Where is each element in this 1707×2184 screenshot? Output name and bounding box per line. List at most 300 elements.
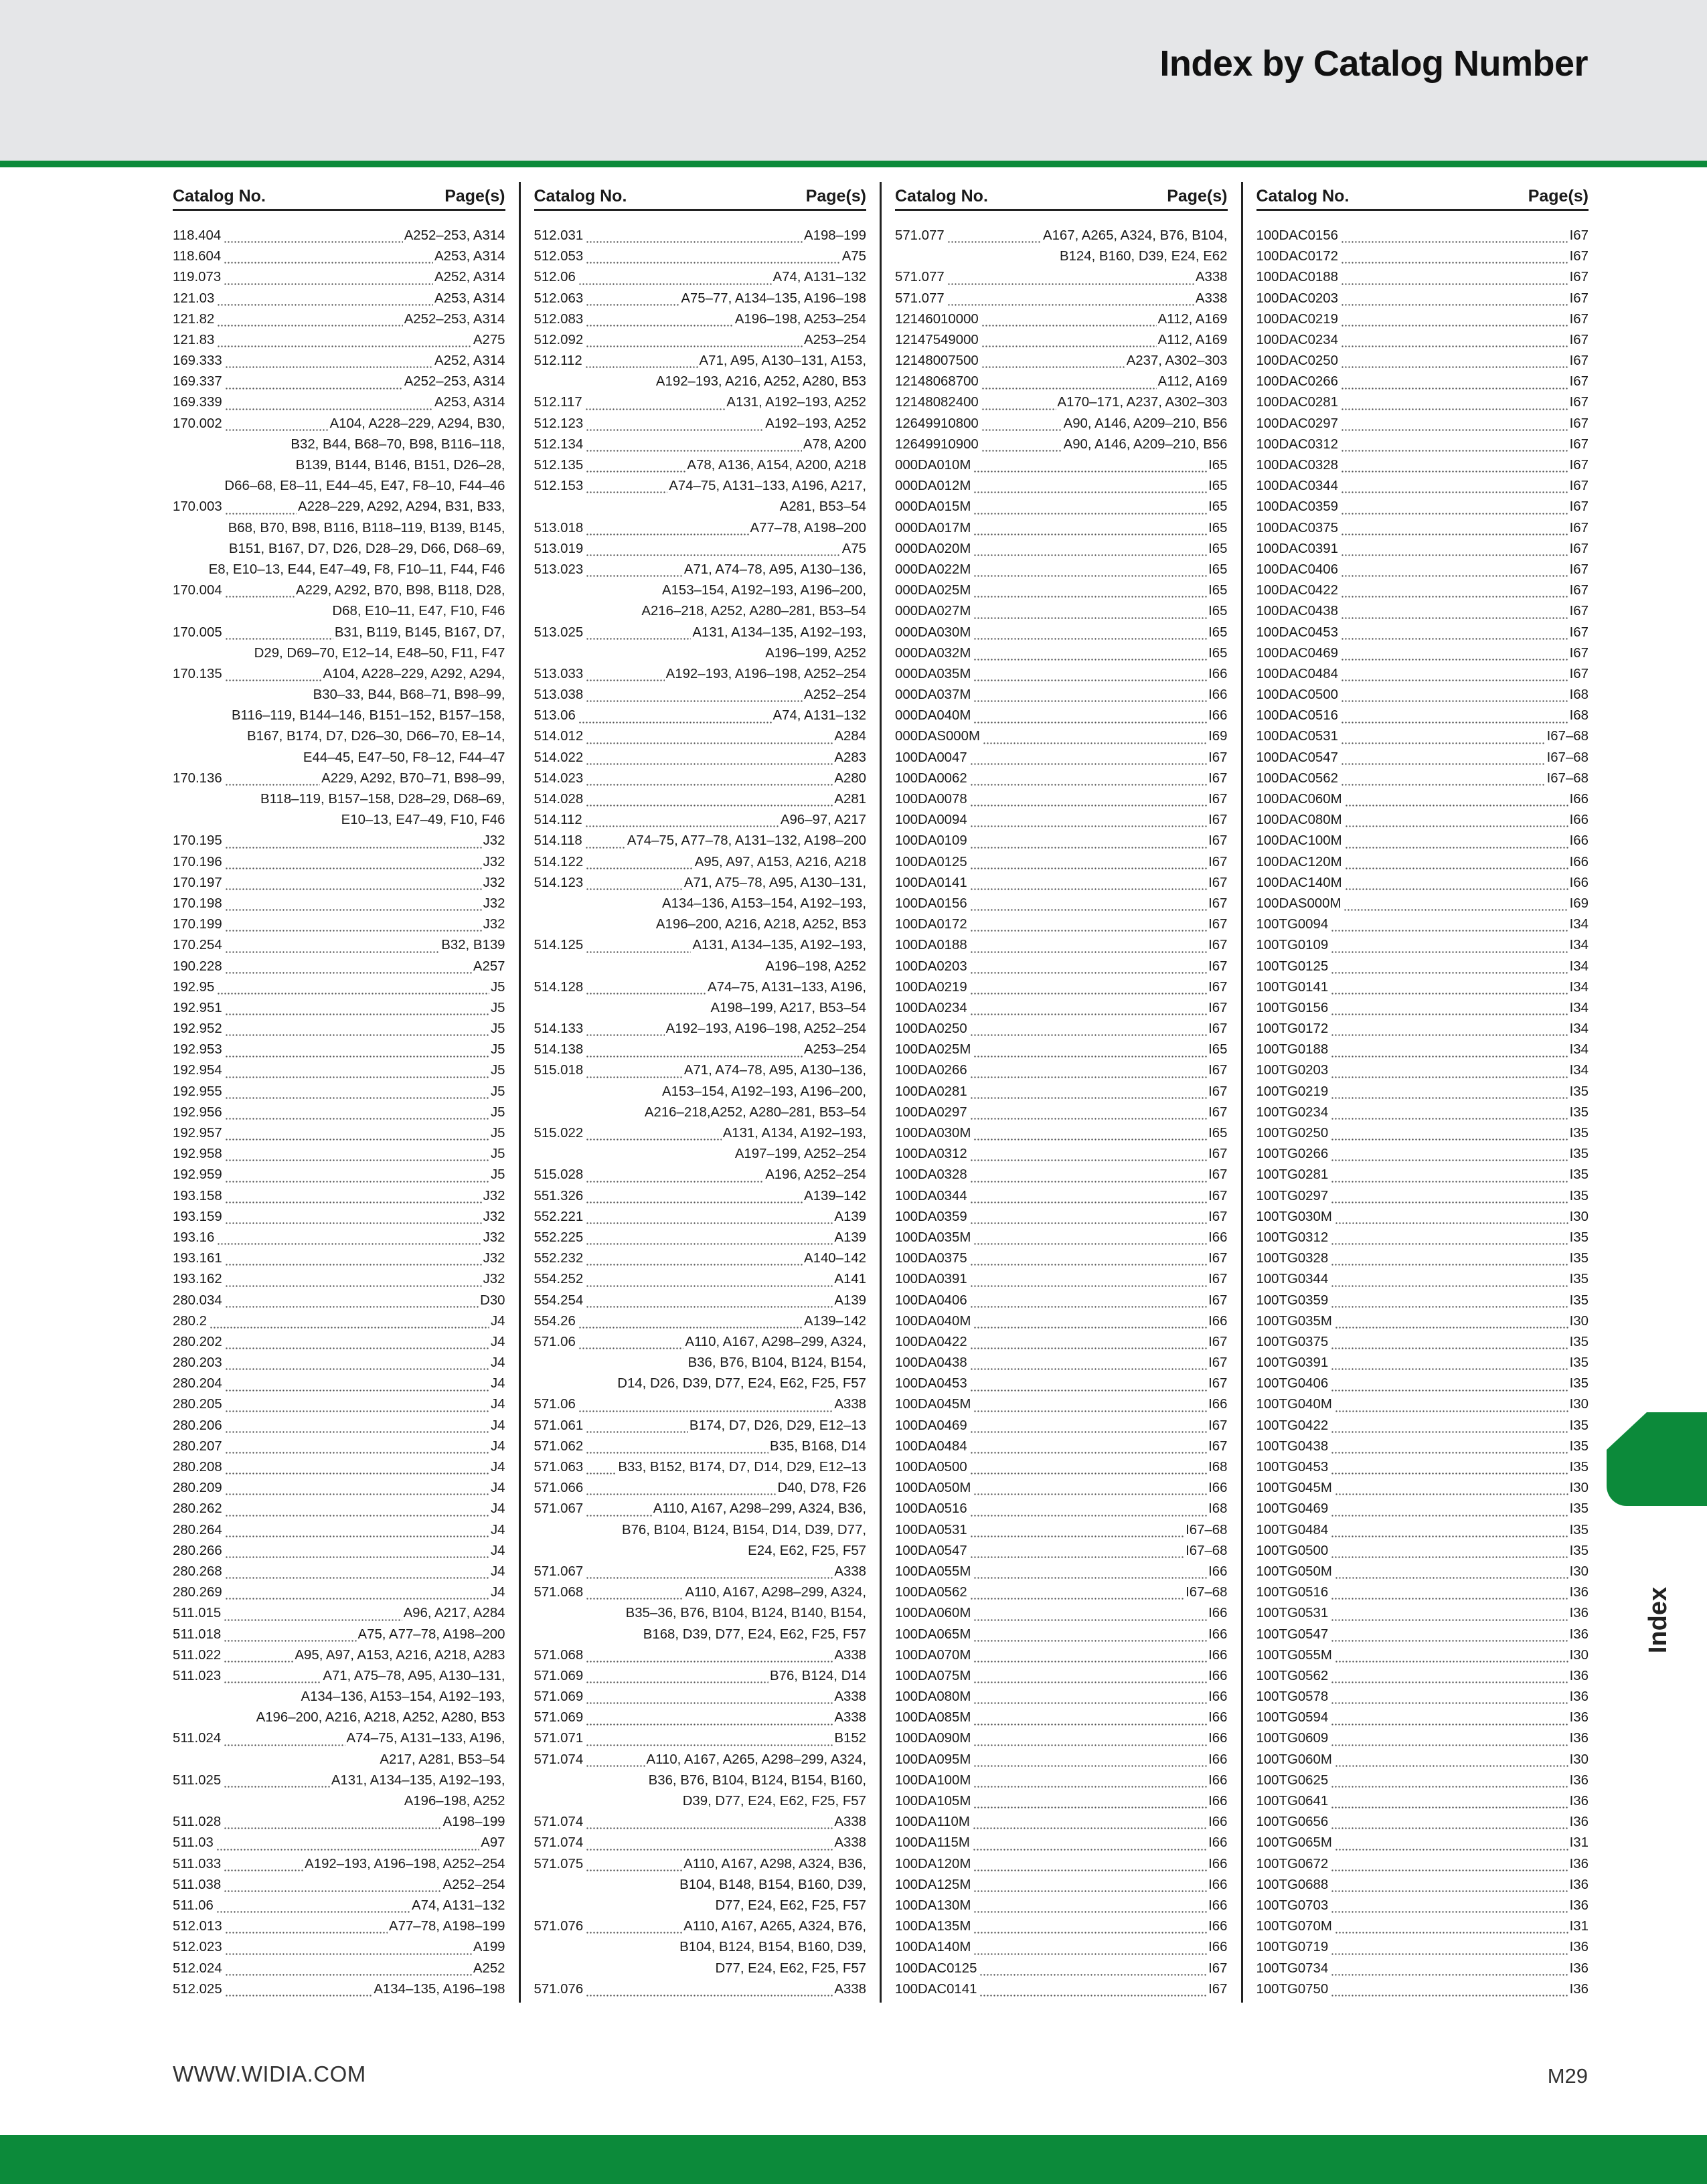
index-row [1256, 434, 1589, 455]
catalog-number: 170.002 [173, 416, 222, 431]
index-row-continuation [173, 560, 505, 580]
index-row [534, 1833, 867, 1853]
page-references: I67 [1569, 311, 1589, 327]
page-references: I67 [1208, 1960, 1228, 1976]
dot-leader [225, 580, 295, 601]
index-row-continuation [534, 580, 867, 601]
page-references: A283 [834, 750, 866, 765]
page-references: I67 [1569, 499, 1589, 515]
index-row [1256, 1395, 1589, 1416]
page-references: I35 [1569, 1230, 1589, 1245]
index-column-2 [521, 179, 880, 2013]
catalog-number: 100DAC0500 [1256, 687, 1338, 703]
page-references: J4 [490, 1334, 505, 1349]
catalog-number: 100DAC0547 [1256, 750, 1338, 765]
page-references: J32 [483, 833, 505, 849]
index-row [1256, 1332, 1589, 1353]
page-references: I65 [1208, 520, 1228, 535]
page-references: J5 [490, 1104, 505, 1120]
dot-leader [1331, 998, 1568, 1019]
catalog-number: 100DAC100M [1256, 833, 1342, 849]
index-row [895, 1436, 1228, 1457]
page-references: J5 [490, 1084, 505, 1099]
index-row [173, 956, 505, 977]
page-references: I35 [1569, 1272, 1589, 1287]
index-row [1256, 727, 1589, 748]
dot-leader [585, 393, 726, 414]
catalog-number: 170.136 [173, 770, 222, 786]
dot-leader [1331, 1791, 1568, 1812]
dot-leader [586, 873, 683, 894]
index-row [173, 267, 505, 288]
index-row [1256, 977, 1589, 998]
dot-leader [586, 1061, 683, 1082]
dot-leader [1331, 1958, 1568, 1979]
catalog-number: 100DA0266 [895, 1063, 967, 1078]
index-row-continuation [173, 601, 505, 622]
catalog-number: 552.232 [534, 1251, 584, 1266]
dot-leader [586, 539, 841, 560]
index-row [534, 560, 867, 580]
page-references: A139–142 [804, 1313, 866, 1329]
page-references: I67 [1569, 604, 1589, 619]
pages-heading: Page(s) [1167, 187, 1228, 205]
index-row [1256, 935, 1589, 956]
catalog-number: 514.118 [534, 833, 582, 849]
page-references: A196–198, A252 [765, 958, 866, 974]
index-row [1256, 1833, 1589, 1853]
index-tab[interactable] [1607, 1412, 1707, 1506]
catalog-number: 100DAC0391 [1256, 541, 1338, 556]
index-row [173, 1207, 505, 1228]
dot-leader [1335, 1833, 1568, 1854]
index-row-continuation [534, 1791, 867, 1812]
catalog-number: 571.063 [534, 1460, 584, 1475]
page-references: A71, A75–78, A95, A130–131, [323, 1668, 505, 1683]
dot-leader [586, 1416, 688, 1436]
index-row [534, 455, 867, 476]
dot-leader [225, 372, 403, 393]
dot-leader [586, 1290, 833, 1311]
catalog-number: 515.018 [534, 1063, 584, 1078]
page-references: I30 [1569, 1752, 1589, 1767]
dot-leader [973, 622, 1207, 643]
page-references: I68 [1569, 687, 1589, 703]
dot-leader [225, 1979, 373, 2000]
dot-leader [586, 852, 694, 873]
catalog-number: 100DA0484 [895, 1438, 967, 1454]
dot-leader [585, 831, 626, 852]
page-references: I67 [1569, 270, 1589, 285]
catalog-number: 100DAC060M [1256, 792, 1342, 807]
index-row [1256, 580, 1589, 601]
page-references: J32 [483, 917, 505, 932]
index-row-continuation [534, 956, 867, 977]
dot-leader [1341, 706, 1568, 727]
dot-leader [1331, 1624, 1568, 1645]
page-references: A252–253, A314 [404, 228, 505, 243]
index-row [1256, 309, 1589, 330]
page-references: A170–171, A237, A302–303 [1057, 395, 1228, 410]
dot-leader [586, 414, 764, 434]
page-references: I67 [1208, 770, 1228, 786]
page-references: A90, A146, A209–210, B56 [1063, 436, 1228, 452]
page-references: A192–193, A196–198, A252–254 [665, 1021, 866, 1037]
dot-leader [947, 226, 1042, 246]
index-row [1256, 1582, 1589, 1603]
index-row [895, 1416, 1228, 1436]
index-row [895, 1123, 1228, 1144]
page-references: A75 [841, 541, 866, 556]
dot-leader [586, 560, 683, 580]
index-row [1256, 1457, 1589, 1478]
index-row [173, 1645, 505, 1666]
catalog-number: 571.067 [534, 1501, 584, 1517]
dot-leader [973, 455, 1207, 476]
catalog-number: 100TG035M [1256, 1313, 1332, 1329]
catalog-number: 100DA105M [895, 1794, 971, 1809]
page-references: A153–154, A192–193, A196–200, [661, 583, 866, 598]
page-references: J32 [483, 875, 505, 890]
dot-leader [224, 1729, 345, 1750]
dot-leader [970, 1019, 1207, 1039]
index-row [1256, 393, 1589, 414]
page-references: A252–253, A314 [404, 374, 505, 390]
index-row [1256, 1290, 1589, 1311]
page-references: A78, A136, A154, A200, A218 [687, 458, 866, 473]
dot-leader [1331, 1019, 1568, 1039]
catalog-no-heading: Catalog No. [1256, 187, 1350, 205]
dot-leader [947, 288, 1194, 309]
catalog-number: 100TG0375 [1256, 1334, 1329, 1349]
index-row [895, 1019, 1228, 1039]
index-row-continuation [173, 434, 505, 455]
page-references: A74–75, A131–133, A196, [708, 979, 866, 995]
page-references: A74–75, A131–133, A196, [346, 1731, 505, 1746]
dot-leader [225, 622, 333, 643]
index-row-continuation [534, 1373, 867, 1394]
page-references: I36 [1569, 1794, 1589, 1809]
index-row [1256, 1979, 1589, 2000]
page-references: I66 [1569, 813, 1589, 828]
page-references: A110, A167, A298–299, A324, [685, 1585, 866, 1600]
page-references: A140–142 [804, 1251, 866, 1266]
dot-leader [970, 1374, 1207, 1395]
index-row-continuation [534, 371, 867, 392]
page-references: B104, B124, B154, B160, D39, [679, 1940, 866, 1955]
catalog-number: 100DAC0312 [1256, 436, 1338, 452]
page-references: I66 [1208, 1940, 1228, 1955]
index-row [1256, 1707, 1589, 1728]
index-row [173, 1541, 505, 1562]
index-row [534, 1979, 867, 2000]
index-row [1256, 560, 1589, 580]
page-references: A71, A75–78, A95, A130–131, [683, 875, 866, 890]
catalog-no-heading: Catalog No. [173, 187, 266, 205]
dot-leader [973, 1770, 1207, 1791]
catalog-number: 100DAC0266 [1256, 374, 1338, 390]
catalog-number: 100DAS000M [1256, 896, 1342, 911]
catalog-number: 100DAC0484 [1256, 666, 1338, 681]
dot-leader [1331, 1270, 1568, 1290]
dot-leader [225, 1374, 489, 1395]
index-row [895, 1311, 1228, 1332]
page-references: I67 [1208, 750, 1228, 765]
catalog-number: 513.018 [534, 520, 584, 535]
index-row-continuation [173, 539, 505, 560]
dot-leader [973, 1624, 1207, 1645]
dot-leader [1341, 748, 1546, 768]
page-references: B139, B144, B146, B151, D26–28, [295, 458, 505, 473]
dot-leader [225, 852, 482, 873]
catalog-number: 100DA0438 [895, 1355, 967, 1371]
dot-leader [225, 1082, 489, 1102]
dot-leader [225, 873, 482, 894]
dot-leader [586, 1186, 803, 1207]
index-row [895, 914, 1228, 935]
index-row [1256, 810, 1589, 831]
catalog-number: 100TG0703 [1256, 1898, 1329, 1913]
catalog-number: 100TG0625 [1256, 1772, 1329, 1788]
index-row [1256, 414, 1589, 434]
dot-leader [1341, 476, 1568, 497]
page-references: J32 [483, 1209, 505, 1224]
index-row-continuation [173, 705, 505, 726]
dot-leader [225, 894, 482, 914]
page-references: B174, D7, D26, D29, E12–13 [689, 1418, 866, 1433]
catalog-number: 100TG0547 [1256, 1626, 1329, 1642]
index-row [895, 1582, 1228, 1603]
page-references: I35 [1569, 1167, 1589, 1183]
dot-leader [1341, 685, 1568, 705]
dot-leader [586, 1123, 721, 1144]
index-row [1256, 246, 1589, 267]
dot-leader [586, 1457, 617, 1478]
page-references: A280 [834, 770, 866, 786]
index-row-continuation [173, 1750, 505, 1770]
page-references: I67 [1208, 1981, 1228, 1997]
catalog-number: 100DA075M [895, 1668, 971, 1683]
catalog-number: 100DA060M [895, 1606, 971, 1621]
index-row [1256, 1958, 1589, 1979]
dot-leader [1335, 1207, 1568, 1228]
dot-leader [1335, 1645, 1568, 1666]
dot-leader [1331, 1186, 1568, 1207]
dot-leader [586, 1729, 833, 1750]
page-references: A95, A97, A153, A216, A218, A283 [295, 1647, 505, 1663]
dot-leader [1331, 1102, 1568, 1123]
index-row [534, 1228, 867, 1248]
index-row [173, 371, 505, 392]
catalog-number: 121.03 [173, 290, 215, 306]
page-references: A141 [834, 1272, 866, 1287]
page-references: I67 [1208, 813, 1228, 828]
page-references: B124, B160, D39, E24, E62 [1059, 249, 1228, 264]
catalog-number: 100DAC0469 [1256, 645, 1338, 661]
page-references: D66–68, E8–11, E44–45, E47, F8–10, F44–46 [224, 479, 505, 494]
page-references: A75–77, A134–135, A196–198 [681, 290, 866, 306]
catalog-number: 100DA0234 [895, 1000, 967, 1015]
dot-leader [1341, 226, 1568, 246]
index-row [895, 643, 1228, 664]
index-row [895, 330, 1228, 351]
catalog-number: 511.022 [173, 1647, 222, 1663]
dot-leader [1341, 580, 1568, 601]
dot-leader [216, 1896, 410, 1916]
dot-leader [970, 1457, 1207, 1478]
index-row [1256, 455, 1589, 476]
page-references: A78, A200 [803, 436, 866, 452]
dot-leader [224, 226, 402, 246]
catalog-number: 571.066 [534, 1481, 584, 1496]
index-row [895, 1562, 1228, 1582]
catalog-number: 100DA140M [895, 1940, 971, 1955]
catalog-number: 100DAC0141 [895, 1981, 977, 1997]
page-references: I66 [1208, 1397, 1228, 1412]
index-row [534, 1248, 867, 1269]
page-references: A139 [834, 1230, 866, 1245]
catalog-number: 514.122 [534, 854, 584, 869]
catalog-number: 169.337 [173, 374, 222, 390]
dot-leader [585, 810, 779, 831]
dot-leader [1331, 1499, 1568, 1520]
index-row [534, 246, 867, 267]
catalog-number: 551.326 [534, 1188, 584, 1203]
dot-leader [970, 1061, 1207, 1082]
page-references: A338 [834, 1710, 866, 1726]
page-references: A252, A314 [434, 270, 505, 285]
catalog-number: 100DAC120M [1256, 854, 1342, 869]
page-references: B118–119, B157–158, D28–29, D68–69, [260, 792, 505, 807]
index-row [1256, 371, 1589, 392]
index-row [534, 852, 867, 873]
catalog-number: 100TG0109 [1256, 938, 1329, 953]
catalog-number: 100TG0422 [1256, 1418, 1329, 1433]
footer-url[interactable]: WWW.WIDIA.COM [173, 2062, 366, 2086]
catalog-number: 571.077 [895, 270, 945, 285]
dot-leader [1331, 1416, 1568, 1436]
page-references: I36 [1569, 1856, 1589, 1871]
page-references: A198–199 [442, 1815, 505, 1830]
page-references: I66 [1569, 854, 1589, 869]
catalog-number: 571.074 [534, 1815, 584, 1830]
page-references: D77, E24, E62, F25, F57 [715, 1898, 866, 1913]
index-row [1256, 768, 1589, 789]
page-references: A77–78, A198–199 [389, 1919, 505, 1934]
page-references: J4 [490, 1355, 505, 1371]
page-references: A192–193, A252 [765, 416, 866, 431]
catalog-number: 571.074 [534, 1835, 584, 1851]
page-references: I67 [1208, 1063, 1228, 1078]
pages-heading: Page(s) [805, 187, 866, 205]
catalog-number: 514.125 [534, 938, 584, 953]
index-rows [534, 226, 867, 2000]
index-row [534, 476, 867, 497]
catalog-number: 100DA0500 [895, 1460, 967, 1475]
page-references: I35 [1569, 1355, 1589, 1371]
page-references: A192–193, A196–198, A252–254 [665, 666, 866, 681]
catalog-number: 511.033 [173, 1856, 222, 1871]
index-row [173, 1666, 505, 1687]
catalog-number: 100DA0422 [895, 1334, 967, 1349]
index-row [895, 455, 1228, 476]
dot-leader [970, 852, 1207, 873]
dot-leader [1331, 1290, 1568, 1311]
dot-leader [586, 1478, 776, 1499]
page-references: I67–68 [1186, 1543, 1228, 1558]
dot-leader [973, 1562, 1207, 1582]
page-references: A198–199 [804, 228, 866, 243]
catalog-number: 514.112 [534, 813, 582, 828]
dot-leader [586, 434, 802, 455]
page-references: I67 [1208, 1438, 1228, 1454]
column-header [895, 179, 1228, 211]
page-references: A196–200, A216, A218, A252, A280, B53 [256, 1710, 505, 1726]
page-references: I66 [1208, 1481, 1228, 1496]
index-row [1256, 1207, 1589, 1228]
dot-leader [1331, 1248, 1568, 1269]
page-references: A216–218, A252, A280–281, B53–54 [641, 604, 866, 619]
index-row [895, 1269, 1228, 1290]
dot-leader [225, 414, 329, 434]
dot-leader [586, 330, 803, 351]
index-row [1256, 894, 1589, 914]
page-references: J32 [483, 1272, 505, 1287]
catalog-number: 100DA0250 [895, 1021, 967, 1037]
catalog-number: 170.135 [173, 666, 222, 681]
index-row [895, 1958, 1228, 1979]
catalog-number: 000DA027M [895, 604, 971, 619]
dot-leader [970, 1582, 1184, 1603]
page-references: I67 [1208, 1272, 1228, 1287]
catalog-number: 280.203 [173, 1355, 222, 1371]
dot-leader [578, 268, 772, 288]
dot-leader [586, 1019, 664, 1039]
index-row [1256, 1520, 1589, 1541]
dot-leader [225, 956, 472, 977]
page-references: J4 [490, 1564, 505, 1579]
page-references: A252–253, A314 [404, 311, 505, 327]
page-references: I66 [1208, 1668, 1228, 1683]
catalog-number: 554.252 [534, 1272, 584, 1287]
index-row [173, 1603, 505, 1624]
index-row-continuation [534, 497, 867, 517]
page-references: B76, B124, D14 [770, 1668, 866, 1683]
index-row [534, 1499, 867, 1519]
catalog-number: 512.023 [173, 1940, 222, 1955]
catalog-number: 100DAC0203 [1256, 290, 1338, 306]
dot-leader [224, 1875, 441, 1896]
dot-leader [970, 768, 1207, 789]
catalog-number: 512.092 [534, 332, 584, 347]
page-references: A253, A314 [434, 249, 505, 264]
catalog-number: 100DAC0125 [895, 1960, 977, 1976]
page-references: J5 [490, 1167, 505, 1183]
page-references: J4 [490, 1397, 505, 1412]
index-row-continuation [534, 1603, 867, 1624]
dot-leader [225, 1353, 489, 1373]
dot-leader [586, 789, 833, 810]
catalog-number: 571.071 [534, 1731, 584, 1746]
index-row [173, 1082, 505, 1102]
index-row [895, 1290, 1228, 1311]
page-references: I65 [1208, 645, 1228, 661]
pages-heading: Page(s) [444, 187, 505, 205]
catalog-number: 100DA0359 [895, 1209, 967, 1224]
catalog-number: 100TG0094 [1256, 917, 1329, 932]
index-row [534, 1290, 867, 1311]
index-row [534, 1416, 867, 1436]
